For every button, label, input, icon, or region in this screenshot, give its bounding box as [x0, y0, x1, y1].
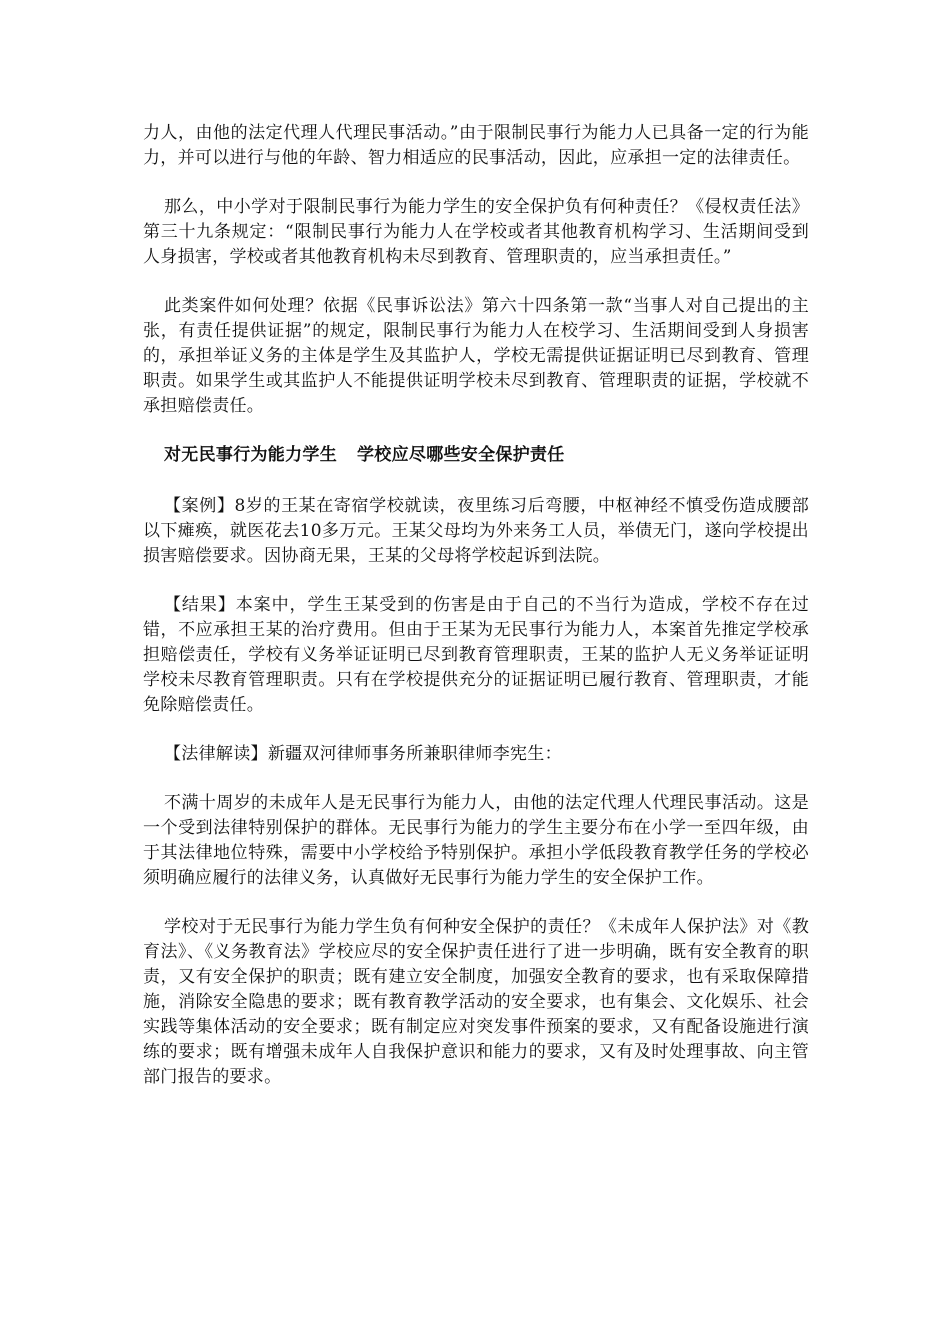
section-heading-part1: 对无民事行为能力学生: [164, 445, 337, 465]
paragraph-continuation: 力人，由他的法定代理人代理民事活动。”由于限制民事行为能力人已具备一定的行为能力，并可以进行与他的年龄、智力相适应的民事活动，因此，应承担一定的法律责任。: [143, 123, 809, 168]
result-paragraph: [143, 593, 809, 718]
paragraph-school-duties: 学校对于无民事行为能力学生负有何种安全保护的责任？《未成年人保护法》对《教育法》、《义务教育法》学校应尽的安全保护责任进行了进一步明确，既有安全教育的职责，又有安全保护的职责；既有建立安全制度，加强安全教育的要求，也有采取保障措施，消除安全隐患的要求；既有教育教学活动的安全要求，也有集会、文化娱乐、社会实践等集体活动的安全要求；既有制定应对突发事件预案的要求，又有配备设施进行演练的要求；既有增强未成年人自我保护意识和能力的要求，又有及时处理事故、向主管部门报告的要求。: [143, 917, 809, 1087]
interpretation-tag: 【法律解读】: [164, 744, 268, 764]
case-paragraph: [143, 494, 809, 569]
paragraph-civil-procedure: 此类案件如何处理？依据《民事诉讼法》第六十四条第一款“当事人对自己提出的主张，有责任提供证据”的规定，限制民事行为能力人在校学习、生活期间受到人身损害的，承担举证义务的主体是学生及其监护人，学校无需提供证据证明已尽到教育、管理职责。如果学生或其监护人不能提供证明学校未尽到教育、管理职责的证据，学校就不承担赔偿责任。: [143, 296, 809, 416]
result-text: 本案中，学生王某受到的伤害是由于自己的不当行为造成，学校不存在过错，不应承担王某的治疗费用。但由于王某为无民事行为能力人，本案首先推定学校承担赔偿责任，学校有义务举证证明已尽到教育管理职责，王某的监护人无义务举证证明学校未尽教育管理职责。只有在学校提供充分的证据证明已履行教育、管理职责，才能免除赔偿责任。: [143, 595, 809, 715]
section-heading-part2: 学校应尽哪些安全保护责任: [357, 445, 565, 465]
paragraph-under-ten: 不满十周岁的未成年人是无民事行为能力人，由他的法定代理人代理民事活动。这是一个受到法律特别保护的群体。无民事行为能力的学生主要分布在小学一至四年级，由于其法律地位特殊，需要中小学校给予特别保护。承担小学低段教育教学任务的学校必须明确应履行的法律义务，认真做好无民事行为能力学生的安全保护工作。: [143, 793, 809, 888]
interpretation-text: 新疆双河律师事务所兼职律师李宪生：: [267, 744, 562, 764]
result-tag: 【结果】: [164, 595, 236, 615]
interpretation-paragraph: [143, 742, 809, 767]
section-heading: [143, 443, 809, 468]
case-tag: 【案例】: [164, 496, 235, 516]
case-text: 8岁的王某在寄宿学校就读，夜里练习后弯腰，中枢神经不慎受伤造成腰部以下瘫痪，就医花去10多万元。王某父母均为外来务工人员，举债无门，遂向学校提出损害赔偿要求。因协商无果，王某的父母将学校起诉到法院。: [143, 496, 809, 566]
document-page: [143, 121, 809, 1114]
paragraph-tort-law: 那么，中小学对于限制民事行为能力学生的安全保护负有何种责任？《侵权责任法》第三十九条规定：“限制民事行为能力人在学校或者其他教育机构学习、生活期间受到人身损害，学校或者其他教育机构未尽到教育、管理职责的，应当承担责任。”: [143, 197, 809, 267]
